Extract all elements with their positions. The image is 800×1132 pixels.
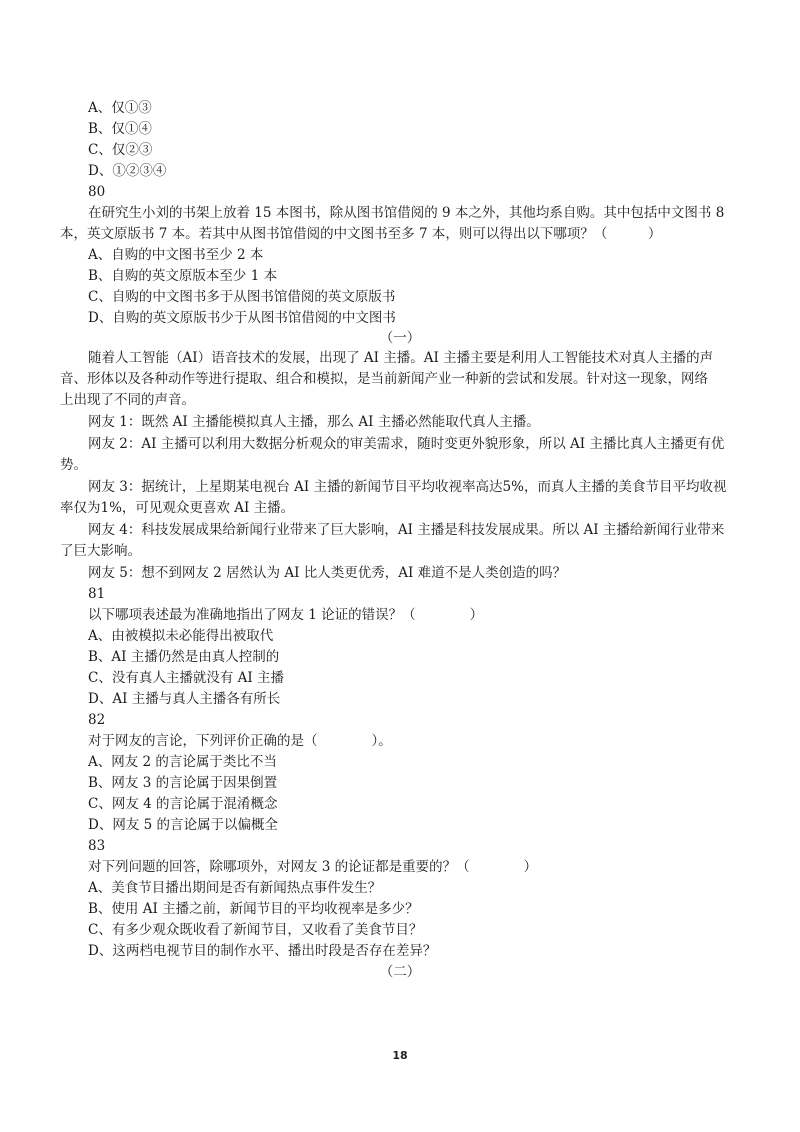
q81-option-a: A、由被模拟未必能得出被取代: [88, 628, 274, 644]
q83-option-b: B、使用 AI 主播之前，新闻节目的平均收视率是多少？: [88, 901, 419, 917]
q83-option-d: D、这两档电视节目的制作水平、播出时段是否存在差异？: [88, 943, 437, 959]
q83-stem: 对下列问题的回答，除哪项外，对网友 3 的论证都是重要的？（ ）: [88, 859, 538, 875]
q80-number: 80: [88, 184, 106, 200]
passage-line: 上出现了不同的声音。: [60, 392, 195, 408]
comment-user2: 网友 2：AI 主播可以利用大数据分析观众的审美需求，随时变更外貌形象，所以 AI 主播比真人主播更有优: [88, 436, 725, 452]
section-heading-1: （一）: [379, 330, 421, 346]
q80-option-c: C、自购的中文图书多于从图书馆借阅的英文原版书: [88, 289, 396, 305]
q81-option-b: B、AI 主播仍然是由真人控制的: [88, 649, 280, 665]
comment-user1: 网友 1：既然 AI 主播能模拟真人主播，那么 AI 主播必然能取代真人主播。: [88, 414, 540, 430]
q81-stem: 以下哪项表述最为准确地指出了网友 1 论证的错误？（ ）: [88, 607, 484, 623]
q81-number: 81: [88, 586, 106, 602]
q79-option-d: D、①②③④: [88, 163, 167, 179]
page-number: 18: [392, 1049, 408, 1062]
q82-stem: 对于网友的言论，下列评价正确的是（ ）。: [88, 733, 392, 749]
passage-line: 音、形体以及各种动作等进行提取、组合和模拟，是当前新闻产业一种新的尝试和发展。针对这一现象，网络: [60, 371, 708, 387]
q82-option-b: B、网友 3 的言论属于因果倒置: [88, 775, 278, 791]
comment-user4-cont: 了巨大影响。: [60, 543, 141, 559]
q80-stem-line: 本，英文原版书 7 本。若其中从图书馆借阅的中文图书至多 7 本，则可以得出以下哪项？（ ）: [60, 226, 662, 242]
q83-option-c: C、有多少观众既收看了新闻节目，又收看了美食节目？: [88, 922, 423, 938]
comment-user3-cont: 率仅为1%，可见观众更喜欢 AI 主播。: [60, 500, 295, 516]
q81-option-c: C、没有真人主播就没有 AI 主播: [88, 670, 284, 686]
q79-option-b: B、仅①④: [88, 121, 152, 137]
q82-option-d: D、网友 5 的言论属于以偏概全: [88, 817, 278, 833]
q82-option-a: A、网友 2 的言论属于类比不当: [88, 754, 277, 770]
q80-option-a: A、自购的中文图书至少 2 本: [88, 247, 264, 263]
q80-option-b: B、自购的英文原版本至少 1 本: [88, 268, 278, 284]
q82-option-c: C、网友 4 的言论属于混淆概念: [88, 796, 278, 812]
q79-option-c: C、仅②③: [88, 142, 153, 158]
q81-option-d: D、AI 主播与真人主播各有所长: [88, 691, 281, 707]
q83-number: 83: [88, 838, 106, 854]
q80-stem-line: 在研究生小刘的书架上放着 15 本图书，除从图书馆借阅的 9 本之外，其他均系自购。其中包括中文图书 8: [88, 205, 725, 221]
comment-user2-cont: 势。: [60, 457, 87, 473]
section-heading-2: （二）: [379, 964, 421, 980]
passage-line: 随着人工智能（AI）语音技术的发展，出现了 AI 主播。AI 主播主要是利用人工智能技术对真人主播的声: [88, 350, 714, 366]
q80-option-d: D、自购的英文原版书少于从图书馆借阅的中文图书: [88, 310, 396, 326]
comment-user3: 网友 3：据统计，上星期某电视台 AI 主播的新闻节目平均收视率高达5%，而真人主播的美食节目平均收视: [88, 479, 727, 495]
q79-option-a: A、仅①③: [88, 100, 152, 116]
q83-option-a: A、美食节目播出期间是否有新闻热点事件发生？: [88, 880, 382, 896]
comment-user5: 网友 5：想不到网友 2 居然认为 AI 比人类更优秀，AI 难道不是人类创造的吗？: [88, 565, 567, 581]
comment-user4: 网友 4：科技发展成果给新闻行业带来了巨大影响，AI 主播是科技发展成果。所以 AI 主播给新闻行业带来: [88, 522, 725, 538]
q82-number: 82: [88, 712, 106, 728]
